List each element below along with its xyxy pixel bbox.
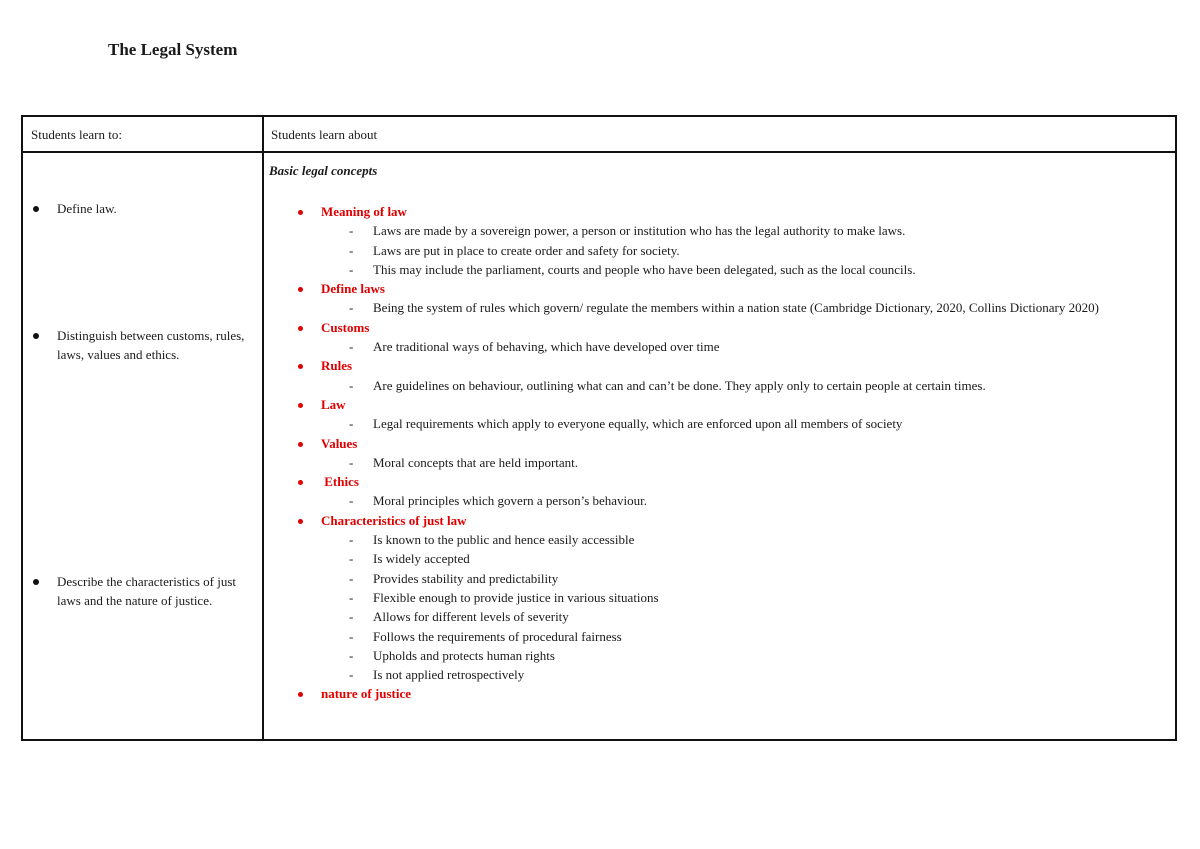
dash-icon: -: [349, 667, 354, 683]
list-item: [269, 298, 1164, 317]
topic-heading-text: nature of justice: [321, 686, 412, 702]
point-text: Is not applied retrospectively: [373, 667, 525, 683]
section-title: Basic legal concepts: [269, 163, 378, 178]
point-list: [269, 530, 1164, 684]
outcome-item: [57, 326, 257, 364]
topic-heading: [269, 511, 1164, 530]
topic-heading: [269, 318, 1164, 337]
topic-block: [269, 434, 1164, 473]
red-bullet-icon: [298, 692, 303, 697]
list-item: [269, 221, 1164, 240]
content-column: [269, 161, 1164, 704]
topic-heading: [269, 395, 1164, 414]
list-item: [269, 260, 1164, 279]
point-text: This may include the parliament, courts and people who have been delegated, such as the local councils.: [373, 261, 916, 277]
bullet-icon: [33, 579, 39, 585]
list-item: [269, 665, 1164, 684]
red-bullet-icon: [298, 442, 303, 447]
list-item: [269, 588, 1164, 607]
list-item: [269, 376, 1164, 395]
topic-heading-text: Values: [321, 435, 358, 451]
point-text: Provides stability and predictability: [373, 570, 559, 586]
point-text: Moral concepts that are held important.: [373, 454, 579, 470]
list-item: [269, 491, 1164, 510]
topic-block: [269, 511, 1164, 685]
topic-block: [269, 202, 1164, 279]
point-text: Legal requirements which apply to everyone equally, which are enforced upon all members of society: [373, 416, 903, 432]
topic-block: [269, 279, 1164, 318]
dash-icon: -: [349, 300, 354, 316]
point-text: Follows the requirements of procedural fairness: [373, 628, 622, 644]
topic-list: [269, 202, 1164, 704]
dash-icon: -: [349, 609, 354, 625]
list-item: [269, 569, 1164, 588]
list-item: [269, 549, 1164, 568]
point-text: Are guidelines on behaviour, outlining what can and can’t be done. They apply only to certain people at certain times.: [373, 377, 986, 393]
syllabus-table: [21, 115, 1177, 741]
point-text: Flexible enough to provide justice in various situations: [373, 589, 659, 605]
list-item: [269, 646, 1164, 665]
red-bullet-icon: [298, 403, 303, 408]
topic-heading-text: Law: [321, 396, 346, 412]
list-item: [269, 607, 1164, 626]
list-item: [269, 453, 1164, 472]
header-learn-about: Students learn about: [271, 127, 378, 142]
point-text: Allows for different levels of severity: [373, 609, 569, 625]
outcome-text: Define law.: [57, 201, 117, 216]
dash-icon: -: [349, 551, 354, 567]
outcome-text: Describe the characteristics of just laws and the nature of justice.: [57, 574, 237, 608]
point-list: [269, 376, 1164, 395]
topic-heading: [269, 472, 1164, 491]
topic-block: [269, 318, 1164, 357]
dash-icon: -: [349, 339, 354, 355]
dash-icon: -: [349, 416, 354, 432]
dash-icon: -: [349, 532, 354, 548]
dash-icon: -: [349, 377, 354, 393]
dash-icon: -: [349, 647, 354, 663]
red-bullet-icon: [298, 210, 303, 215]
topic-block: [269, 684, 1164, 703]
point-text: Laws are made by a sovereign power, a person or institution who has the legal authority to make laws.: [373, 223, 906, 239]
topic-heading: [269, 202, 1164, 221]
dash-icon: -: [349, 454, 354, 470]
column-divider: [262, 117, 264, 739]
point-list: [269, 414, 1164, 433]
topic-heading-text: Rules: [321, 358, 353, 374]
point-text: Laws are put in place to create order and safety for society.: [373, 242, 680, 258]
topic-heading-text: Characteristics of just law: [321, 512, 467, 528]
red-bullet-icon: [298, 364, 303, 369]
bullet-icon: [33, 333, 39, 339]
topic-heading-text: Define laws: [321, 281, 385, 297]
dash-icon: -: [349, 223, 354, 239]
list-item: [269, 530, 1164, 549]
list-item: [269, 414, 1164, 433]
dash-icon: -: [349, 493, 354, 509]
header-learn-to: Students learn to:: [31, 127, 122, 142]
red-bullet-icon: [298, 519, 303, 524]
header-divider: [23, 151, 1175, 153]
outcome-text: Distinguish between customs, rules, laws, values and ethics.: [57, 328, 245, 362]
topic-heading: [269, 356, 1164, 375]
topic-block: [269, 395, 1164, 434]
topic-heading: [269, 434, 1164, 453]
topic-block: [269, 472, 1164, 511]
point-text: Moral principles which govern a person’s behaviour.: [373, 493, 648, 509]
outcome-item: [57, 199, 257, 218]
topic-heading: [269, 684, 1164, 703]
topic-heading-text: Customs: [321, 319, 370, 335]
topic-heading-text: Meaning of law: [321, 204, 407, 219]
page-title: The Legal System: [108, 40, 238, 59]
point-text: Being the system of rules which govern/ regulate the members within a nation state (Cambridge Dictionary, 2020, Collins Dictionary 2020): [373, 300, 1099, 316]
point-list: [269, 491, 1164, 510]
list-item: [269, 627, 1164, 646]
dash-icon: -: [349, 570, 354, 586]
point-text: Upholds and protects human rights: [373, 647, 555, 663]
red-bullet-icon: [298, 480, 303, 485]
red-bullet-icon: [298, 326, 303, 331]
point-list: [269, 298, 1164, 317]
dash-icon: -: [349, 589, 354, 605]
topic-heading-text: Ethics: [321, 474, 359, 490]
point-list: [269, 337, 1164, 356]
point-text: Is widely accepted: [373, 551, 470, 567]
list-item: [269, 241, 1164, 260]
red-bullet-icon: [298, 287, 303, 292]
topic-block: [269, 356, 1164, 395]
dash-icon: -: [349, 261, 354, 277]
point-text: Is known to the public and hence easily accessible: [373, 532, 635, 548]
dash-icon: -: [349, 628, 354, 644]
point-list: [269, 453, 1164, 472]
topic-heading: [269, 279, 1164, 298]
point-list: [269, 221, 1164, 279]
bullet-icon: [33, 206, 39, 212]
list-item: [269, 337, 1164, 356]
dash-icon: -: [349, 242, 354, 258]
point-text: Are traditional ways of behaving, which have developed over time: [373, 339, 720, 355]
outcome-item: [57, 572, 257, 610]
